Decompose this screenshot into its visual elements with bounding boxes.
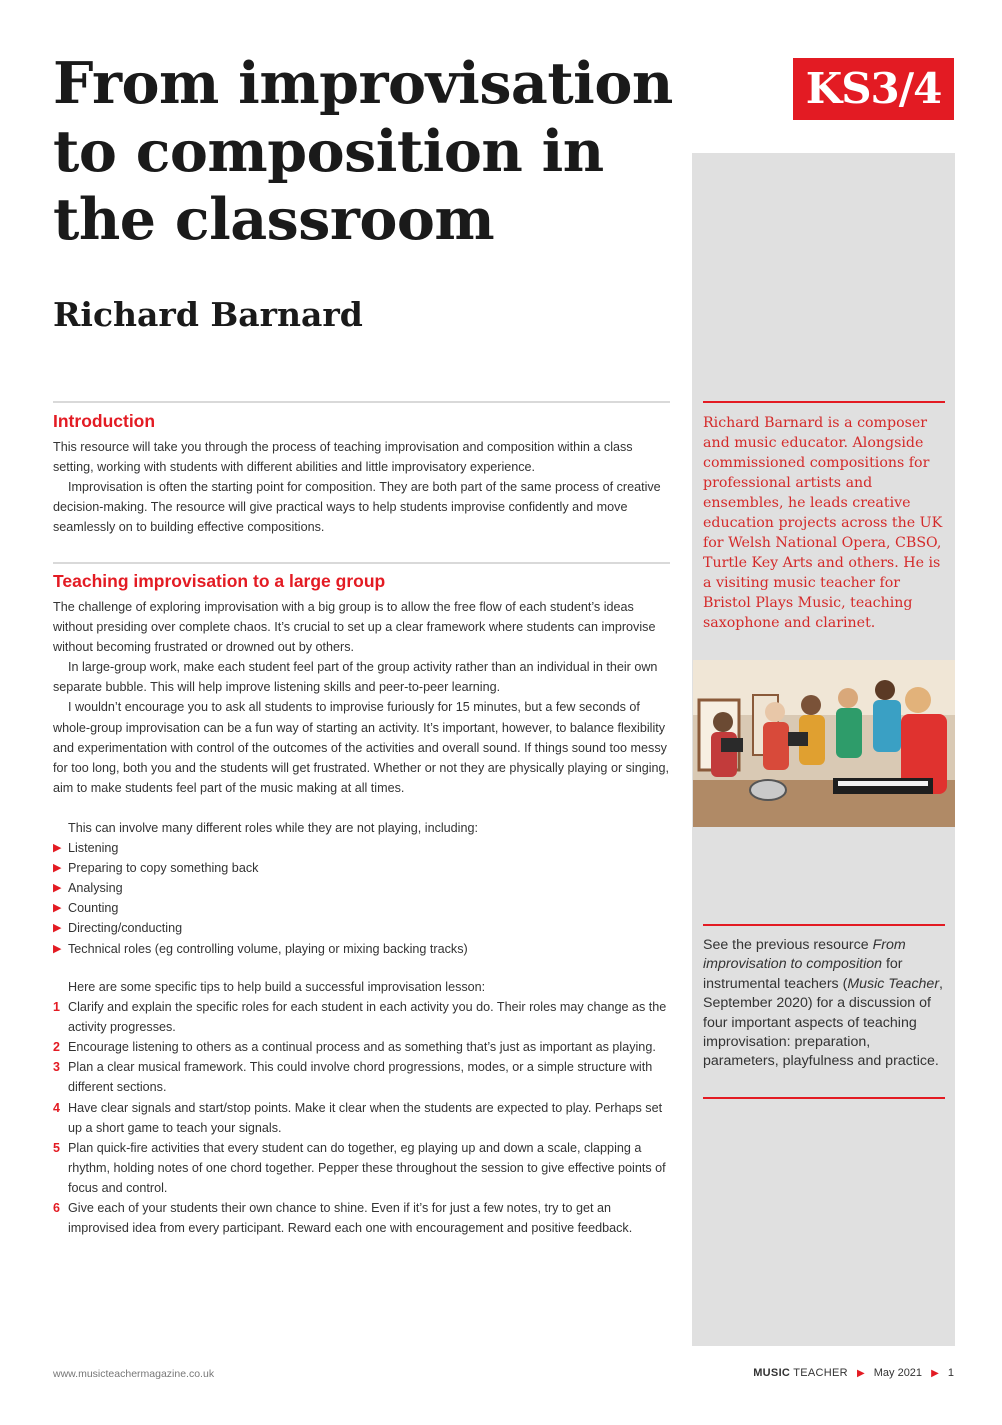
- list-item: 1 Clarify and explain the specific roles for each student in each activity you do. Their roles may change as the activity progresses.: [53, 997, 673, 1037]
- triangle-bullet-icon: ▶: [53, 882, 62, 895]
- paragraph: The challenge of exploring improvisation with a big group is to allow the free flow of each student’s ideas without presiding over complete chaos. It’s crucial to set up a clear framework where students can improvise without becoming frustrated or drowned out by others.: [53, 600, 656, 655]
- list-number: 6: [53, 1201, 60, 1216]
- related-resource-note: [703, 936, 949, 1072]
- classroom-photo: [693, 660, 955, 827]
- list-number: 1: [53, 1000, 60, 1015]
- resource-title: From improvisation to composition: [703, 937, 906, 973]
- arrow-right-icon: ▶: [931, 1368, 939, 1379]
- note-text: , September 2020) for a discussion of four important aspects of teaching improvisation: preparation, parameters, playfulness and practice.: [703, 975, 943, 1070]
- roles-list-block: [53, 818, 673, 959]
- paragraph: This resource will take you through the process of teaching improvisation and composition within a class setting, working with students with different abilities and little improvisatory experience.: [53, 440, 633, 475]
- triangle-bullet-icon: ▶: [53, 862, 62, 875]
- list-number: 2: [53, 1040, 60, 1055]
- brand-name-bold: MUSIC: [753, 1367, 791, 1379]
- section-heading: Teaching improvisation to a large group: [53, 571, 386, 591]
- classroom-photo-image: [693, 660, 955, 827]
- paragraph: In large-group work, make each student feel part of the group activity rather than an individual in their own separate bubble. This will help improve listening skills and peer-to-peer learning.: [53, 660, 658, 695]
- sidebar-divider: [703, 924, 945, 926]
- arrow-right-icon: ▶: [856, 1368, 865, 1379]
- list-item: ▶ Technical roles (eg controlling volume, playing or mixing backing tracks): [53, 939, 673, 959]
- list-item: 2 Encourage listening to others as a continual process and as something that’s just as important as playing.: [53, 1037, 673, 1057]
- triangle-bullet-icon: ▶: [53, 942, 62, 955]
- section-body: [53, 597, 673, 798]
- triangle-bullet-icon: ▶: [53, 922, 62, 935]
- list-item: 4 Have clear signals and start/stop points. Make it clear when the students are expected to play. Perhaps set up a short game to teach your signals.: [53, 1098, 673, 1138]
- paragraph: I wouldn’t encourage you to ask all students to improvise furiously for 15 minutes, but a few seconds of whole-group improvisation can be a fun way of starting an activity. It’s important, however, to balance flexibility and experimentation with control of the outcomes of the activities and overall sound. If things sound too messy for too long, both you and the students will get frustrated. Whether or not they are physically playing or singing, aim to make students feel part of the music making at all times.: [53, 700, 670, 795]
- triangle-bullet-icon: ▶: [53, 902, 62, 915]
- list-item: ▶ Preparing to copy something back: [53, 858, 673, 878]
- magazine-title: Music Teacher: [847, 975, 940, 992]
- list-lead: Here are some specific tips to help build a successful improvisation lesson:: [68, 980, 486, 994]
- roles-list: [53, 838, 673, 959]
- key-stage-badge: KS3/4: [793, 58, 954, 120]
- list-item: ▶ Analysing: [53, 878, 673, 898]
- list-item: ▶ Directing/conducting: [53, 918, 673, 938]
- note-text: for instrumental teachers (: [703, 956, 903, 992]
- intro-body: [53, 437, 673, 537]
- list-number: 5: [53, 1140, 60, 1155]
- list-item: ▶ Listening: [53, 838, 673, 858]
- triangle-bullet-icon: ▶: [53, 842, 62, 855]
- footer-url[interactable]: www.musicteachermagazine.co.uk: [53, 1368, 215, 1380]
- list-lead: This can involve many different roles while they are not playing, including:: [68, 821, 478, 835]
- author-bio: Richard Barnard is a composer and music educator. Alongside commissioned compositions for professional artists and ensembles, he leads creative education projects across the UK for Welsh National Opera, CBSO, Turtle Key Arts and others. He is a visiting music teacher for Bristol Plays Music, teaching saxophone and clarinet.: [703, 415, 943, 631]
- page-number: 1: [947, 1367, 954, 1379]
- list-item: ▶ Counting: [53, 898, 673, 918]
- footer-masthead: [753, 1367, 954, 1379]
- paragraph: Improvisation is often the starting point for composition. They are both part of the same process of creative decision-making. The resource will give practical ways to help students improvise confidently and move seamlessly on to building effective compositions.: [53, 480, 661, 535]
- sidebar-divider: [703, 1097, 945, 1099]
- note-text: See the previous resource: [703, 937, 873, 953]
- section-divider: [53, 401, 670, 403]
- page-title: From improvisation to composition in the classroom: [53, 50, 673, 253]
- brand-name: TEACHER: [793, 1367, 848, 1379]
- list-number: 3: [53, 1060, 60, 1075]
- issue-date: May 2021: [873, 1367, 923, 1379]
- intro-heading: Introduction: [53, 411, 156, 431]
- list-item: 5 Plan quick-fire activities that every student can do together, eg playing up and down a scale, clapping a rhythm, holding notes of one chord together. Pepper these throughout the session to give effective points of focus and control.: [53, 1138, 673, 1198]
- list-item: 6 Give each of your students their own chance to shine. Even if it’s for just a few notes, try to get an improvised idea from every participant. Reward each one with encouragement and positive feedback.: [53, 1198, 673, 1238]
- section-divider: [53, 562, 670, 564]
- author-name: Richard Barnard: [53, 295, 363, 334]
- tips-list: [53, 997, 673, 1238]
- sidebar-divider: [703, 401, 945, 403]
- list-number: 4: [53, 1100, 60, 1115]
- tips-list-block: [53, 977, 673, 1238]
- list-item: 3 Plan a clear musical framework. This could involve chord progressions, modes, or a simple structure with different sections.: [53, 1057, 673, 1097]
